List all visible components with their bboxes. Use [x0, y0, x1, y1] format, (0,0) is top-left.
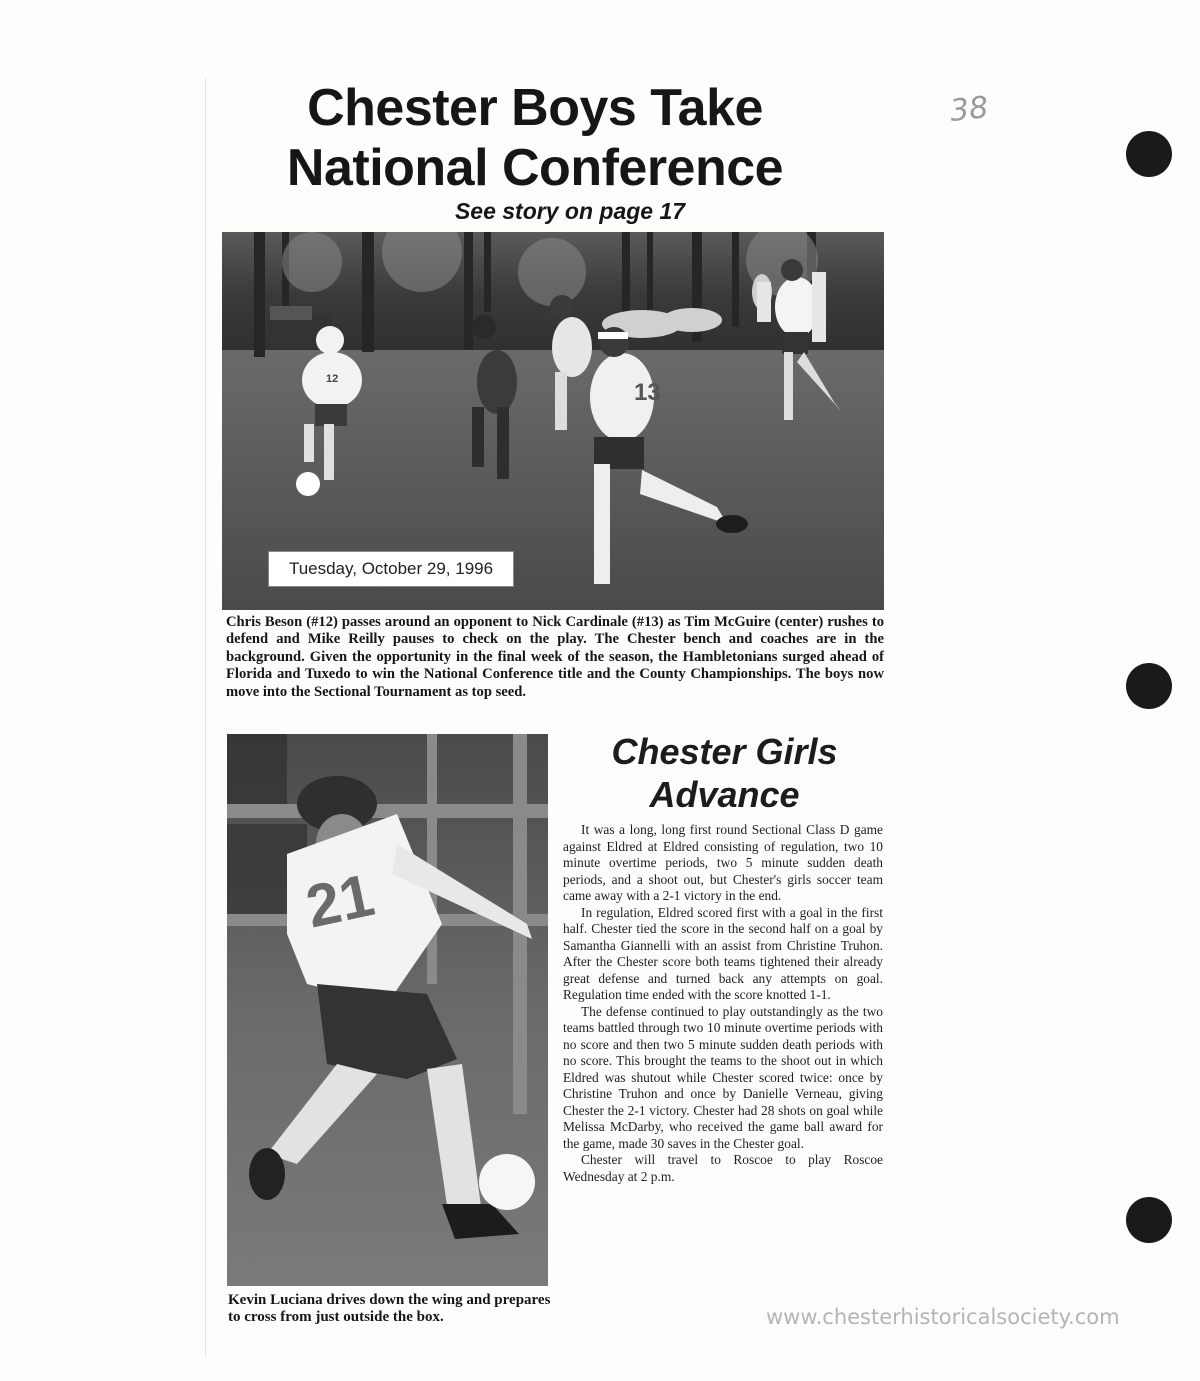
girls-article-title — [562, 730, 887, 816]
date-label: Tuesday, October 29, 1996 — [268, 551, 514, 587]
watermark: www.chesterhistoricalsociety.com — [766, 1305, 1120, 1329]
binder-hole-bottom — [1126, 1197, 1172, 1243]
girls-title-line-1: Chester Girls — [611, 731, 838, 772]
boys-photo-caption: Chris Beson (#12) passes around an opponent to Nick Cardinale (#13) as Tim McGuire (center) rushes to defend and Mike Reilly pauses to check on the play. The Chester bench and coaches are in the background. Given the opportunity in the final week of the season, the Hambletonians surged ahead of Florida and Tuxedo to win the National Conference title and the County Championships. The boys now move into the Sectional Tournament as top seed. — [226, 614, 884, 700]
binder-hole-top — [1126, 131, 1172, 177]
handwritten-page-number: 38 — [948, 90, 990, 129]
svg-text:21: 21 — [300, 861, 380, 941]
article-paragraph: The defense continued to play outstandingly as the two teams battled through two 10 minute overtime periods with no score and then two 5 minute sudden death periods with no score. This brought the teams to the shoot out in which Eldred was shutout while Chester scored twice: once by Christine Truhon and once by Danielle Verneau, giving Chester the 2-1 victory. Chester had 28 shots on goal while Melissa McDarby, who received the game ball award for the game, made 30 saves in the Chester goal. — [563, 1003, 883, 1151]
jersey-number-12: 12 — [326, 373, 339, 385]
subhead: See story on page 17 — [454, 198, 686, 224]
girls-article-body — [563, 822, 883, 1185]
girls-title-line-2: Advance — [649, 774, 800, 815]
article-paragraph: It was a long, long first round Sectional Class D game against Eldred at Eldred consisting of regulation, two 10 minute overtime periods, two 5 minute sudden death periods, and a shoot out, but Chester's girls soccer team came away with a 2-1 victory in the end. — [563, 822, 883, 903]
kevin-luciana-photo-image — [227, 734, 548, 1286]
headline-line-1: Chester Boys Take — [307, 79, 763, 137]
kevin-luciana-photo — [227, 734, 548, 1286]
headline-line-2: National Conference — [286, 139, 784, 197]
binder-hole-middle — [1126, 663, 1172, 709]
jersey-number-13: 13 — [634, 379, 661, 406]
clipping-edge — [205, 78, 206, 1358]
main-headline — [215, 78, 855, 198]
article-paragraph: Chester will travel to Roscoe to play Roscoe Wednesday at 2 p.m. — [563, 1152, 883, 1184]
kevin-photo-caption: Kevin Luciana drives down the wing and prepares to cross from just outside the box. — [228, 1292, 551, 1326]
article-paragraph: In regulation, Eldred scored first with a goal in the first half. Chester tied the score in the second half on a goal by Samantha Giannelli with an assist from Christine Truhon. After the Chester score both teams tightened their already great defense and turned back any attempts on goal. Regulation time ended with the score knotted 1-1. — [563, 904, 883, 1002]
